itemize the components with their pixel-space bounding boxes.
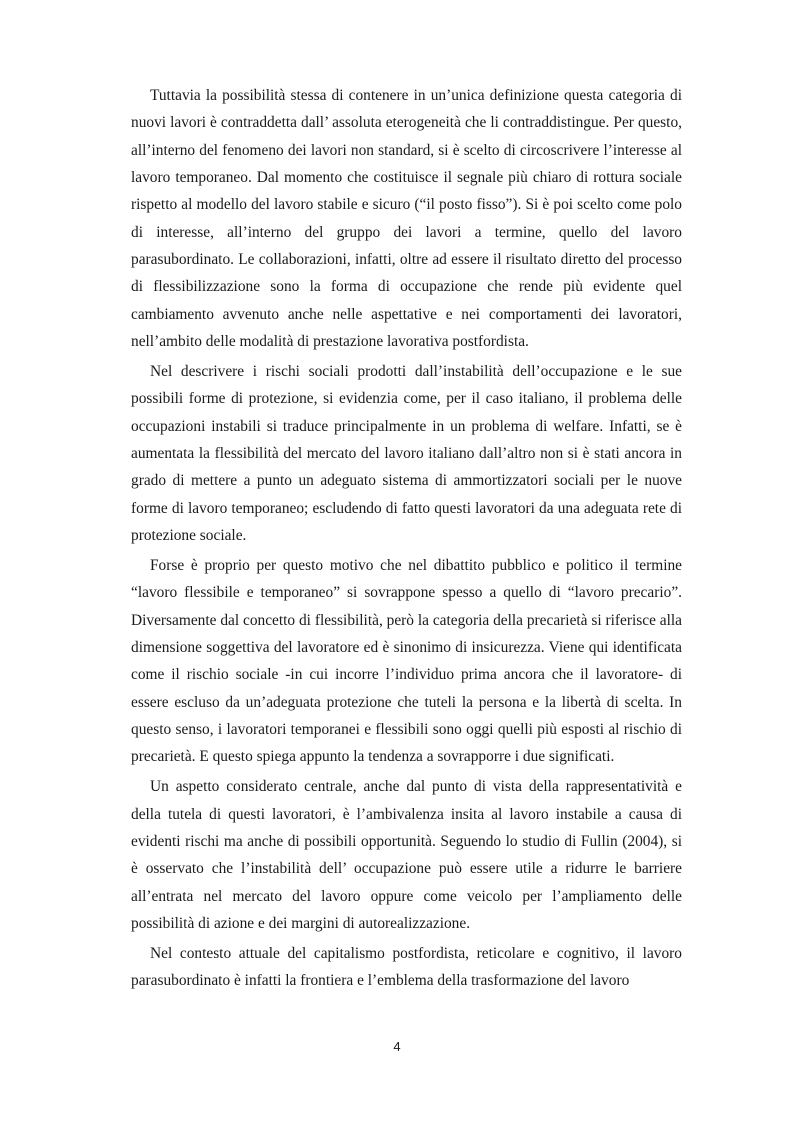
paragraph: Nel contesto attuale del capitalismo postfordista, reticolare e cognitivo, il lavoro parasubordinato è infatti la frontiera e l’emblema della trasformazione del lavoro bbox=[131, 945, 682, 990]
body-text bbox=[131, 82, 682, 995]
paragraph: Forse è proprio per questo motivo che nel dibattito pubblico e politico il termine “lavoro flessibile e temporaneo” si sovrappone spesso a quello di “lavoro precario”. Diversamente dal concetto di flessibilità, però la categoria della precarietà si riferisce alla dimensione soggettiva del lavoratore ed è sinonimo di insicurezza. Viene qui identificata come il rischio sociale -in cui incorre l’individuo prima ancora che il lavoratore- di essere escluso da un’adeguata protezione che tuteli la persona e la libertà di scelta. In questo senso, i lavoratori temporanei e flessibili sono oggi quelli più esposti al rischio di precarietà. E questo spiega appunto la tendenza a sovrapporre i due significati. bbox=[131, 557, 682, 766]
paragraph: Nel descrivere i rischi sociali prodotti dall’instabilità dell’occupazione e le sue possibili forme di protezione, si evidenzia come, per il caso italiano, il problema delle occupazioni instabili si traduce principalmente in un problema di welfare. Infatti, se è aumentata la flessibilità del mercato del lavoro italiano dall’altro non si è stati ancora in grado di mettere a punto un adeguato sistema di ammortizzatori sociali per le nuove forme di lavoro temporaneo; escludendo di fatto questi lavoratori da una adeguata rete di protezione sociale. bbox=[131, 363, 682, 545]
paragraph: Un aspetto considerato centrale, anche dal punto di vista della rappresentatività e della tutela di questi lavoratori, è l’ambivalenza insita al lavoro instabile a causa di evidenti rischi ma anche di possibili opportunità. Seguendo lo studio di Fullin (2004), si è osservato che l’instabilità dell’ occupazione può essere utile a ridurre le barriere all’entrata nel mercato del lavoro oppure come veicolo per l’ampliamento delle possibilità di azione e dei margini di autorealizzazione. bbox=[131, 778, 682, 933]
page-number: 4 bbox=[393, 1039, 401, 1054]
paragraph: Tuttavia la possibilità stessa di contenere in un’unica definizione questa categoria di nuovi lavori è contraddetta dall’ assoluta eterogeneità che li contraddistingue. Per questo, all’interno del fenomeno dei lavori non standard, si è scelto di circoscrivere l’interesse al lavoro temporaneo. Dal momento che costituisce il segnale più chiaro di rottura sociale rispetto al modello del lavoro stabile e sicuro (“il posto fisso”). Si è poi scelto come polo di interesse, all’interno del gruppo dei lavori a termine, quello del lavoro parasubordinato. Le collaborazioni, infatti, oltre ad essere il risultato diretto del processo di flessibilizzazione sono la forma di occupazione che rende più evidente quel cambiamento avvenuto anche nelle aspettative e nei comportamenti dei lavoratori, nell’ambito delle modalità di prestazione lavorativa postfordista. bbox=[131, 87, 682, 351]
